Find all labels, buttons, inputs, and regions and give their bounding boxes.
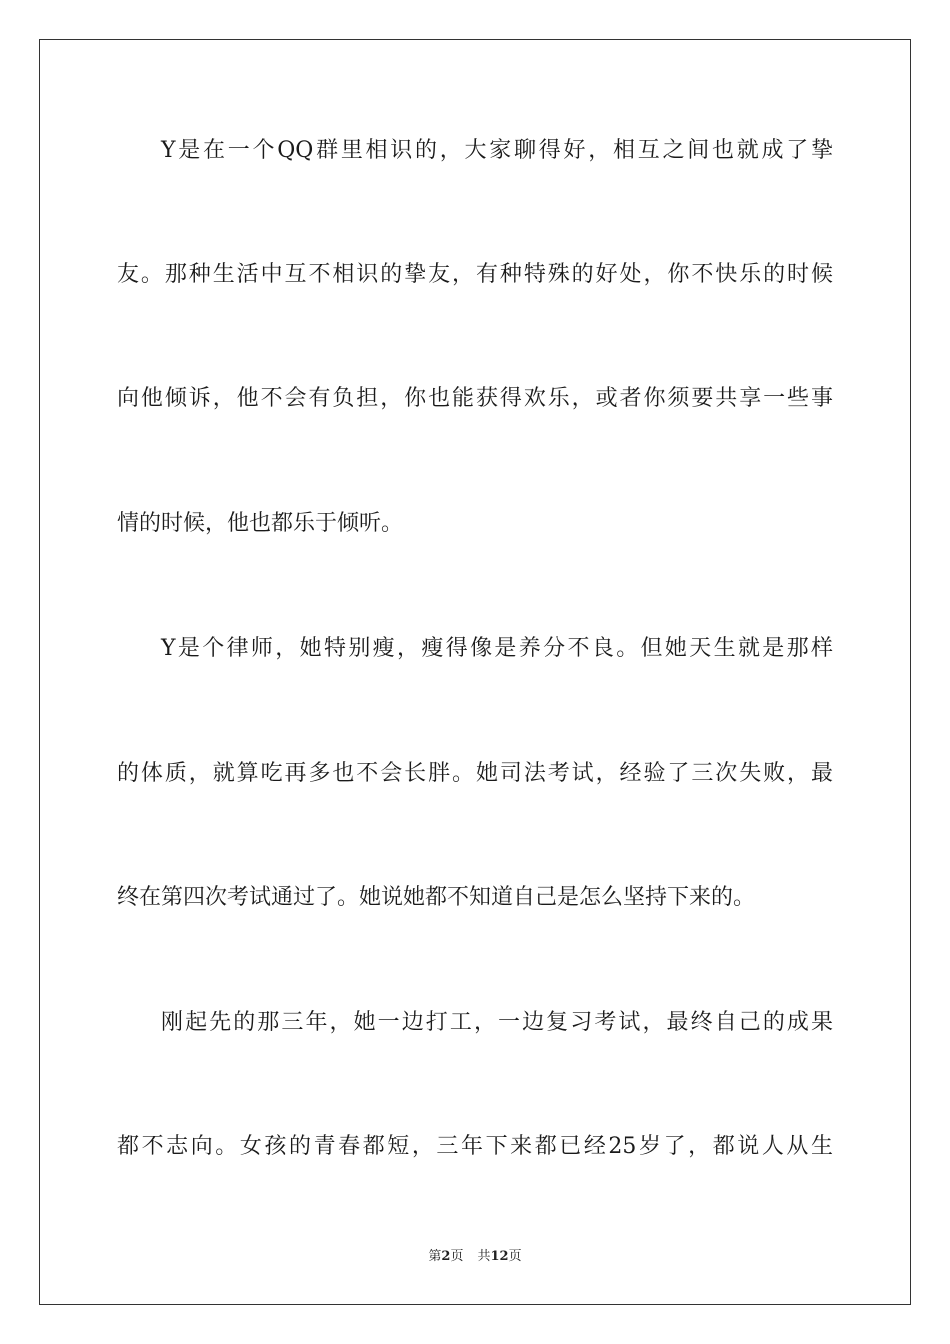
page-suffix: 页	[450, 1249, 464, 1264]
paragraph-2-line-3: 终在第四次考试通过了。她说她都不知道自己是怎么坚持下来的。	[117, 885, 756, 910]
paragraph-1-line-2: 友。那种生活中互不相识的挚友，有种特殊的好处，你不快乐的时候	[117, 262, 833, 287]
paragraph-3-line-1: 刚起先的那三年，她一边打工，一边复习考试，最终自己的成果	[161, 1010, 833, 1035]
paragraph-2-line-2: 的体质，就算吃再多也不会长胖。她司法考试，经验了三次失败，最	[117, 761, 833, 786]
paragraph-2-line-1: Y是个律师，她特别瘦，瘦得像是养分不良。但她天生就是那样	[161, 636, 833, 661]
paragraph-1-line-3: 向他倾诉，他不会有负担，你也能获得欢乐，或者你须要共享一些事	[117, 386, 833, 411]
page-current: 2	[441, 1249, 451, 1264]
paragraph-1-line-4: 情的时候，他也都乐于倾听。	[117, 511, 404, 536]
paragraph-3-line-2: 都不志向。女孩的青春都短，三年下来都已经25岁了，都说人从生	[117, 1134, 833, 1159]
page-total: 12	[490, 1249, 509, 1264]
total-suffix: 页	[508, 1249, 522, 1264]
total-prefix: 共	[477, 1249, 491, 1264]
page-footer	[0, 1248, 950, 1266]
page-prefix: 第	[428, 1249, 442, 1264]
page-border	[39, 39, 911, 1305]
paragraph-1-line-1: Y是在一个QQ群里相识的，大家聊得好，相互之间也就成了挚	[161, 138, 833, 163]
